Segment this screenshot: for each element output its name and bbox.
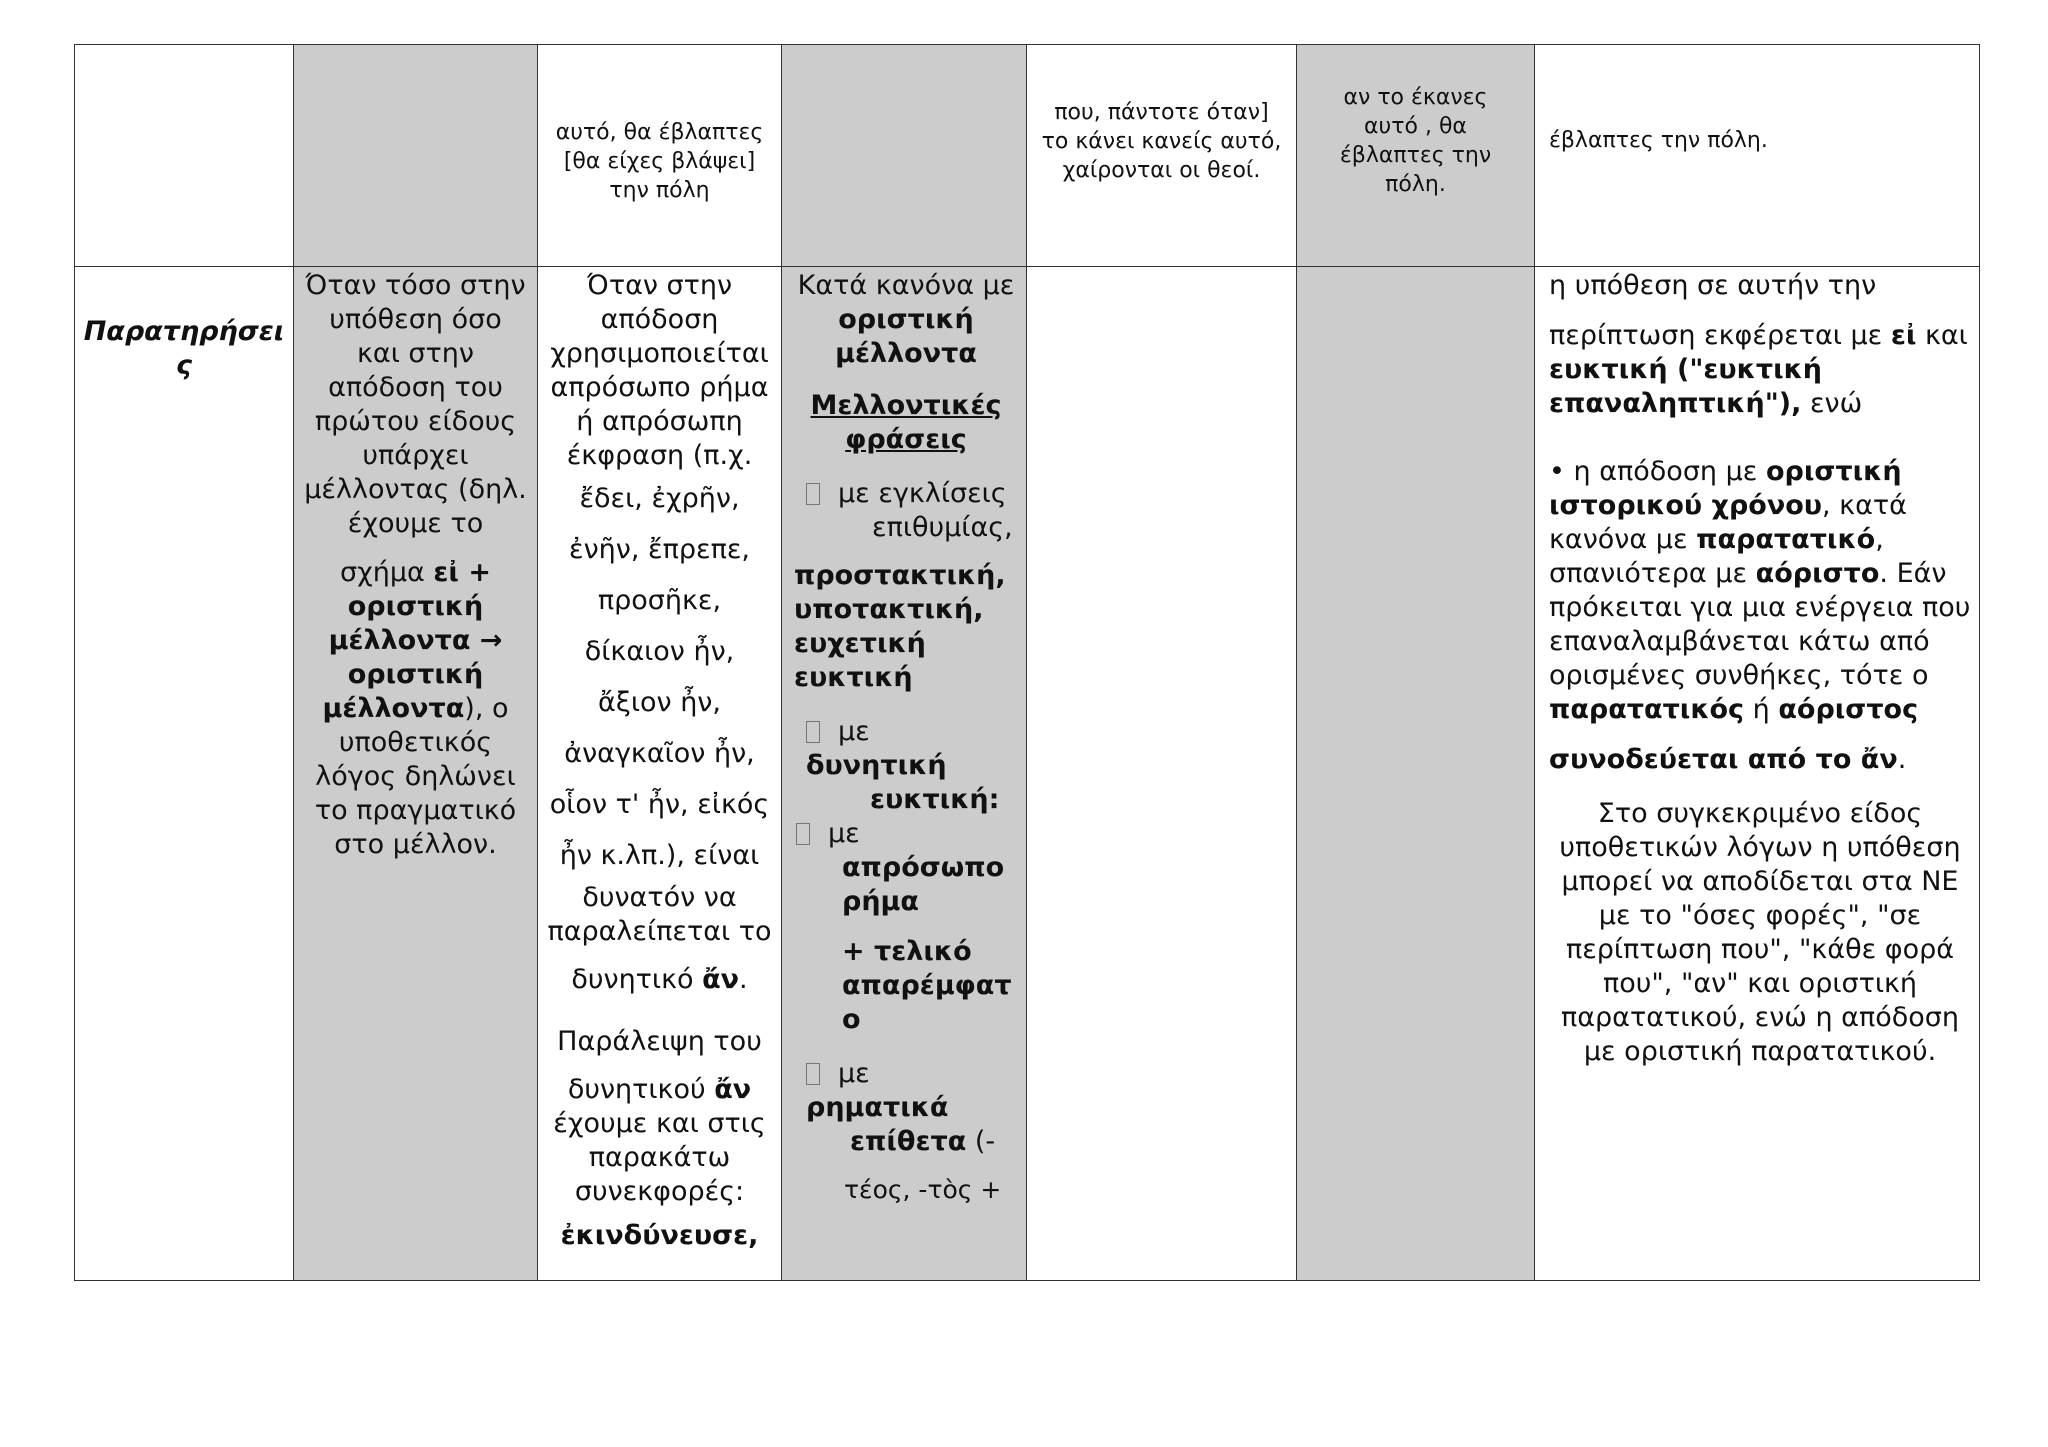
text-line — [294, 556, 537, 590]
text-line: έχουμε το — [347, 508, 484, 539]
text-line: έβλαπτες την — [1339, 143, 1492, 168]
text-line: επιθυμίας, — [872, 512, 1013, 543]
bullet-icon — [806, 721, 820, 743]
text-span: εἰ + — [433, 557, 491, 588]
text-line: υπάρχει — [362, 440, 469, 471]
text-span: με — [838, 1058, 870, 1089]
table-row-remarks — [75, 267, 1980, 1281]
text-line: στο μέλλον. — [334, 829, 497, 860]
cell-r2-c6 — [1297, 267, 1535, 1281]
text-line: δυνατόν να — [582, 882, 737, 913]
text-span: κανόνα με — [1549, 524, 1697, 555]
row-label: ς — [175, 350, 192, 381]
text-line: συνεκφορές: — [574, 1176, 745, 1207]
text-line: την πόλη — [609, 178, 710, 203]
text-line: το πραγματικό — [314, 795, 517, 826]
text-line: μέλλοντας (δηλ. — [304, 474, 527, 505]
text-line: Στο συγκεκριμένο είδος — [1597, 798, 1923, 829]
cell-r2-c2 — [294, 267, 538, 1281]
text-line: επαναλαμβάνεται κάτω από — [1549, 626, 1930, 657]
table-row-examples — [75, 45, 1980, 267]
text-line: υποτακτική, — [794, 594, 984, 625]
text-span: (- — [966, 1126, 996, 1157]
text-line: οἷον τ' ἦν, εἰκός — [549, 789, 770, 820]
bullet-item — [794, 817, 1018, 851]
text-span: εἰ — [1890, 320, 1917, 351]
text-span: , κατά — [1822, 490, 1907, 521]
text-span: αόριστος — [1778, 694, 1919, 725]
text-line: Όταν στην — [586, 270, 733, 301]
cell-r2-c4 — [782, 267, 1027, 1281]
text-span: ), ο — [464, 693, 509, 724]
text-line: ευχετική — [794, 628, 926, 659]
text-line: μέλλοντα → — [328, 625, 503, 656]
cell-r2-c7 — [1535, 267, 1980, 1281]
text-line: δίκαιον ἦν, — [584, 636, 735, 667]
text-line: απρόσωπο — [842, 852, 1005, 883]
text-line: ρήμα — [842, 886, 919, 917]
text-line: υποθετικών λόγων η υπόθεση — [1559, 832, 1961, 863]
text-line: παρακάτω — [588, 1142, 731, 1173]
text-line — [538, 1073, 781, 1107]
text-line: το κάνει κανείς αυτό, — [1041, 129, 1282, 154]
text-span: ρηματικά — [806, 1092, 949, 1123]
text-line — [1549, 489, 1971, 523]
text-line: τέος, -τὸς + — [844, 1175, 1002, 1204]
cell-r1-c2 — [294, 45, 538, 267]
text-line: που", "αν" και οριστική — [1602, 968, 1918, 999]
cell-r1-c7 — [1535, 45, 1980, 267]
text-line: ἐνῆν, ἔπρεπε, — [568, 534, 751, 565]
text-line: αυτό, θα έβλαπτες — [555, 120, 764, 145]
bullet-item — [794, 477, 1018, 511]
text-line: που, πάντοτε όταν] — [1054, 100, 1269, 125]
text-line: ἄξιον ἦν, — [598, 687, 721, 718]
text-span: περίπτωση εκφέρεται με — [1549, 320, 1891, 351]
text-span: παρατατικός — [1549, 694, 1745, 725]
text-line: πόλη. — [1385, 172, 1446, 197]
text-span: σπανιότερα με — [1549, 558, 1756, 589]
text-line: η υπόθεση σε αυτήν την — [1549, 270, 1877, 301]
text-line: μέλλοντα — [835, 338, 977, 369]
text-line: παραλείπεται το — [547, 916, 772, 947]
text-line: Μελλοντικές — [810, 390, 1002, 421]
text-span: οριστική — [1765, 456, 1902, 487]
text-line: ἐκινδύνευσε, — [560, 1220, 759, 1251]
text-line: Κατά κανόνα με — [797, 270, 1015, 301]
text-line — [1549, 557, 1971, 591]
text-line: [θα είχες βλάψει] — [563, 149, 756, 174]
text-line: χρησιμοποιείται — [550, 338, 769, 369]
text-line: απαρέμφατ — [842, 970, 1012, 1001]
text-span: με εγκλίσεις — [838, 478, 1007, 509]
text-line: χαίρονται οι θεοί. — [1062, 158, 1261, 183]
text-line: έβλαπτες την πόλη. — [1549, 128, 1768, 153]
text-line: απρόσωπο ρήμα — [550, 372, 769, 403]
text-line — [1549, 387, 1971, 421]
text-span: σχήμα — [340, 557, 434, 588]
text-span: ή — [1744, 694, 1779, 725]
text-line: ευκτική ("ευκτική — [1549, 354, 1823, 385]
text-span: . — [1897, 744, 1907, 775]
text-line: πρώτου είδους — [314, 406, 517, 437]
text-line: οριστική — [347, 591, 484, 622]
text-line: αν το έκανες — [1343, 85, 1488, 110]
text-span: δυνητική — [806, 750, 947, 781]
text-line: περίπτωση που", "κάθε φορά — [1565, 934, 1955, 965]
text-line: απόδοση του — [328, 372, 503, 403]
text-span: ἄν — [714, 1074, 752, 1105]
text-span: δυνητικό — [571, 964, 703, 995]
text-line — [1549, 523, 1971, 557]
text-line: έχουμε και στις — [553, 1108, 766, 1139]
cell-r1-c3 — [538, 45, 782, 267]
text-line: ἦν κ.λπ.), είναι — [559, 840, 760, 871]
text-span: ἄν — [702, 964, 740, 995]
text-line: λόγος δηλώνει — [315, 761, 516, 792]
text-line: ευκτική — [794, 662, 913, 693]
text-line: ορισμένες συνθήκες, τότε ο — [1549, 660, 1929, 691]
text-line — [1549, 455, 1971, 489]
text-span: . Εάν — [1879, 558, 1947, 589]
text-line — [1549, 743, 1971, 777]
bullet-item — [794, 715, 1018, 783]
text-span: επίθετα — [850, 1126, 967, 1157]
text-span: με — [828, 818, 860, 849]
text-line: οριστική — [347, 659, 484, 690]
cell-r1-c4 — [782, 45, 1027, 267]
text-line — [538, 963, 781, 997]
text-span: δυνητικού — [567, 1074, 715, 1105]
text-line: και στην — [357, 338, 474, 369]
text-line: Παράλειψη του — [557, 1026, 762, 1057]
cell-r2-c5 — [1027, 267, 1297, 1281]
text-line: προστακτική, — [794, 560, 1006, 591]
text-line: προσῆκε, — [597, 585, 722, 616]
text-line: φράσεις — [845, 424, 967, 455]
text-span: και — [1916, 320, 1968, 351]
text-line: + τελικό — [842, 936, 972, 967]
text-span: με — [838, 716, 870, 747]
text-line: ο — [842, 1004, 861, 1035]
text-span: μέλλοντα — [322, 693, 465, 724]
cell-r1-c5 — [1027, 45, 1297, 267]
bullet-item — [794, 1057, 1018, 1125]
text-line: οριστική — [838, 304, 974, 335]
text-line: μπορεί να αποδίδεται στα ΝΕ — [1561, 866, 1959, 897]
text-line: Όταν τόσο στην — [305, 270, 526, 301]
text-span: αόριστο — [1755, 558, 1880, 589]
text-span: . — [739, 964, 748, 995]
text-span: παρατατικό — [1696, 524, 1876, 555]
cell-r1-c6 — [1297, 45, 1535, 267]
text-line: με το "όσες φορές", "σε — [1598, 900, 1922, 931]
text-span: , — [1875, 524, 1884, 555]
text-span: συνοδεύεται από το ἄν — [1549, 744, 1898, 775]
cell-r2-c3 — [538, 267, 782, 1281]
text-line: πρόκειται για μια ενέργεια που — [1549, 592, 1971, 623]
text-line: απόδοση — [600, 304, 719, 335]
cell-r1-c1 — [75, 45, 294, 267]
text-line — [794, 1125, 1018, 1159]
text-line — [294, 692, 537, 726]
text-line: ἔδει, ἐχρῆν, — [579, 483, 740, 514]
text-span: επαναληπτική"), — [1549, 388, 1802, 419]
text-line: ή απρόσωπη — [576, 406, 743, 437]
text-line: υπόθεση όσο — [329, 304, 502, 335]
text-line: υποθετικός — [338, 727, 493, 758]
bullet-icon — [806, 483, 820, 505]
cell-label — [75, 267, 294, 1281]
text-line: παρατατικού, ενώ η απόδοση — [1560, 1002, 1960, 1033]
text-span: ενώ — [1801, 388, 1863, 419]
text-line: ευκτική: — [870, 784, 1000, 815]
text-line: με οριστική παρατατικού. — [1583, 1036, 1937, 1067]
text-line: ἀναγκαῖον ἦν, — [564, 738, 755, 769]
bullet-icon — [796, 823, 810, 845]
text-line: αυτό , θα — [1364, 114, 1467, 139]
text-span: ιστορικού χρόνου — [1549, 490, 1823, 521]
text-line — [1549, 319, 1971, 353]
grammar-table — [74, 44, 1980, 1281]
text-span: • η απόδοση με — [1549, 456, 1766, 487]
text-line: έκφραση (π.χ. — [566, 440, 753, 471]
text-line — [1549, 693, 1971, 727]
row-label: Παρατηρήσει — [83, 316, 285, 347]
bullet-icon — [806, 1063, 820, 1085]
